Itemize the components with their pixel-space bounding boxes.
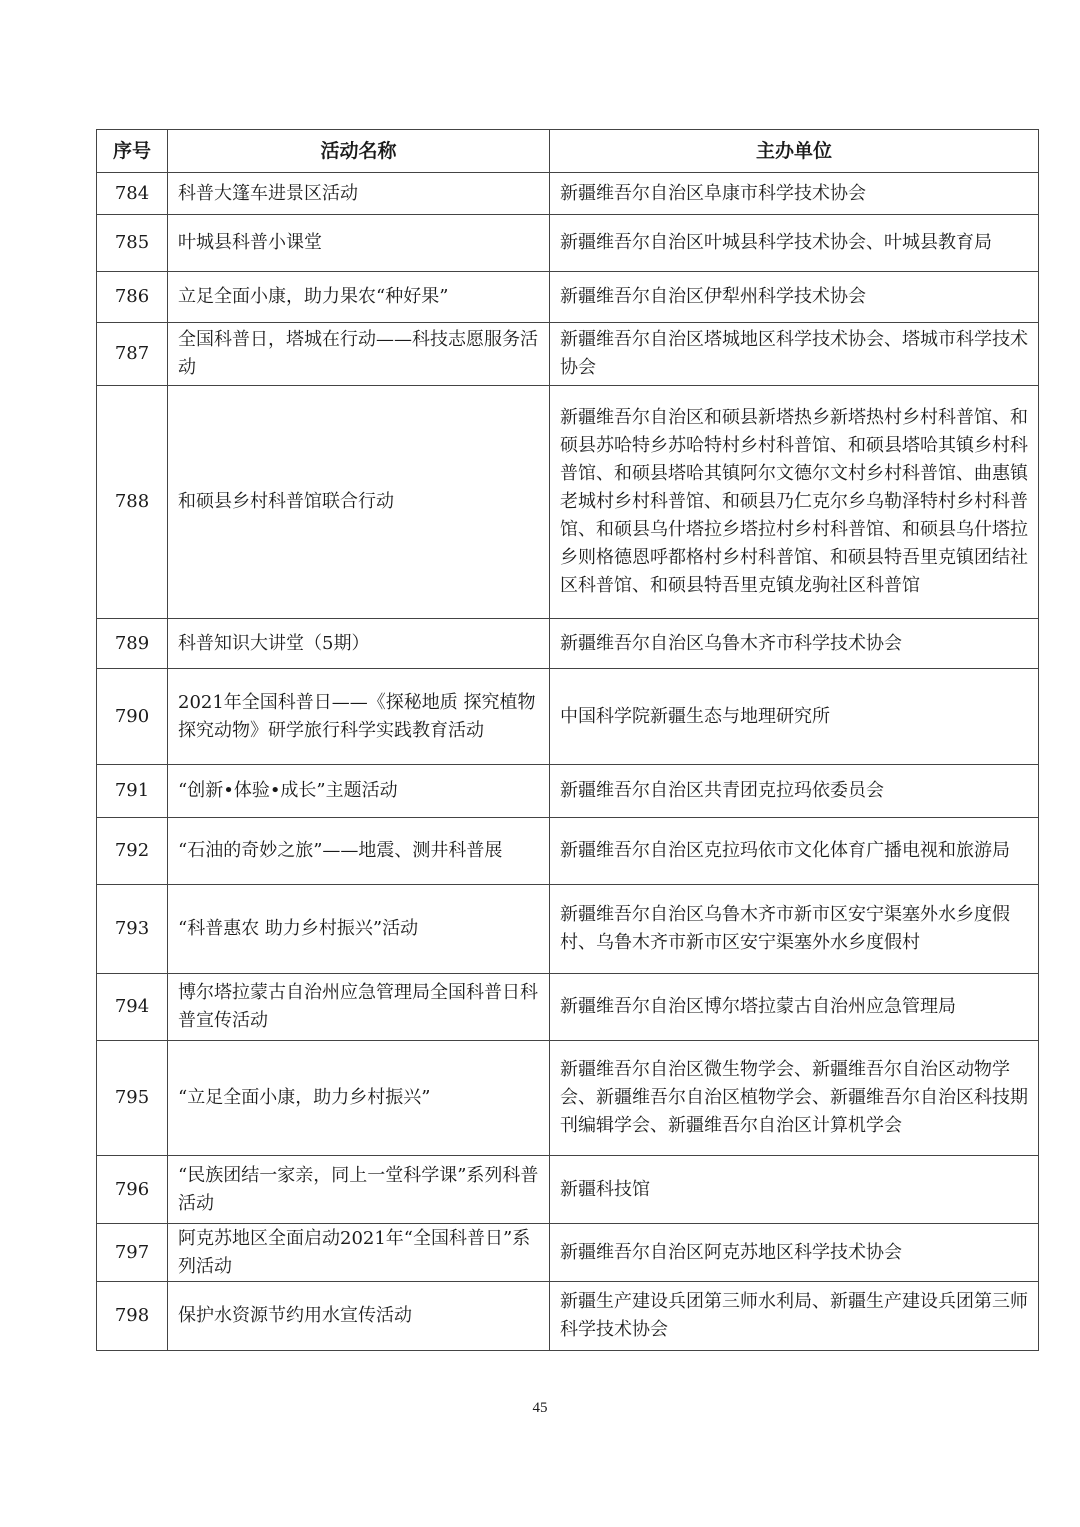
table-row [97,619,1039,669]
table-row [97,669,1039,765]
serial-number-cell: 797 [97,1224,168,1282]
organizer-cell: 新疆生产建设兵团第三师水利局、新疆生产建设兵团第三师科学技术协会 [550,1282,1039,1351]
activity-name-cell: 科普大篷车进景区活动 [168,173,550,215]
organizer-cell: 新疆维吾尔自治区共青团克拉玛依委员会 [550,765,1039,818]
table-row [97,1156,1039,1224]
table-row [97,272,1039,323]
activity-name-cell: 2021年全国科普日——《探秘地质 探究植物 探究动物》研学旅行科学实践教育活动 [168,669,550,765]
serial-number-cell: 794 [97,974,168,1041]
activity-name-cell: 阿克苏地区全面启动2021年“全国科普日”系列活动 [168,1224,550,1282]
organizer-cell: 新疆维吾尔自治区乌鲁木齐市新市区安宁渠塞外水乡度假村、乌鲁木齐市新市区安宁渠塞外水乡度假村 [550,885,1039,974]
serial-number-cell: 792 [97,818,168,885]
table-row [97,885,1039,974]
serial-number-cell: 798 [97,1282,168,1351]
serial-number-cell: 795 [97,1041,168,1156]
organizer-cell: 新疆维吾尔自治区微生物学会、新疆维吾尔自治区动物学会、新疆维吾尔自治区植物学会、新疆维吾尔自治区科技期刊编辑学会、新疆维吾尔自治区计算机学会 [550,1041,1039,1156]
activity-name-cell: 全国科普日，塔城在行动——科技志愿服务活动 [168,323,550,386]
organizer-cell: 新疆维吾尔自治区乌鲁木齐市科学技术协会 [550,619,1039,669]
organizer-cell: 新疆维吾尔自治区克拉玛依市文化体育广播电视和旅游局 [550,818,1039,885]
header-serial-number: 序号 [97,130,168,173]
activity-name-cell: 保护水资源节约用水宣传活动 [168,1282,550,1351]
organizer-cell: 新疆维吾尔自治区阜康市科学技术协会 [550,173,1039,215]
activity-name-cell: 科普知识大讲堂（5期） [168,619,550,669]
table-row [97,1224,1039,1282]
serial-number-cell: 784 [97,173,168,215]
table-row [97,386,1039,619]
header-organizer: 主办单位 [550,130,1039,173]
table-row [97,1282,1039,1351]
serial-number-cell: 791 [97,765,168,818]
organizer-cell: 新疆维吾尔自治区塔城地区科学技术协会、塔城市科学技术协会 [550,323,1039,386]
table-row [97,215,1039,272]
organizer-cell: 新疆维吾尔自治区博尔塔拉蒙古自治州应急管理局 [550,974,1039,1041]
table-row [97,323,1039,386]
organizer-cell: 新疆维吾尔自治区叶城县科学技术协会、叶城县教育局 [550,215,1039,272]
serial-number-cell: 786 [97,272,168,323]
activity-name-cell: “石油的奇妙之旅”——地震、测井科普展 [168,818,550,885]
activity-table [96,129,1039,1351]
page-number: 45 [532,1400,548,1416]
activity-name-cell: “立足全面小康，助力乡村振兴” [168,1041,550,1156]
activity-name-cell: “科普惠农 助力乡村振兴”活动 [168,885,550,974]
activity-name-cell: “创新•体验•成长”主题活动 [168,765,550,818]
organizer-cell: 新疆科技馆 [550,1156,1039,1224]
activity-name-cell: 和硕县乡村科普馆联合行动 [168,386,550,619]
table-row [97,1041,1039,1156]
organizer-cell: 新疆维吾尔自治区和硕县新塔热乡新塔热村乡村科普馆、和硕县苏哈特乡苏哈特村乡村科普馆、和硕县塔哈其镇乡村科普馆、和硕县塔哈其镇阿尔文德尔文村乡村科普馆、曲惠镇老城村乡村科普馆、和硕县乃仁克尔乡乌勒泽特村乡村科普馆、和硕县乌什塔拉乡塔拉村乡村科普馆、和硕县乌什塔拉乡则格德恩呼都格村乡村科普馆、和硕县特吾里克镇团结社区科普馆、和硕县特吾里克镇龙驹社区科普馆 [550,386,1039,619]
table-row [97,765,1039,818]
table-row [97,974,1039,1041]
serial-number-cell: 793 [97,885,168,974]
activity-name-cell: 叶城县科普小课堂 [168,215,550,272]
activity-name-cell: 立足全面小康，助力果农“种好果” [168,272,550,323]
table-row [97,173,1039,215]
serial-number-cell: 790 [97,669,168,765]
serial-number-cell: 789 [97,619,168,669]
table-row [97,818,1039,885]
organizer-cell: 新疆维吾尔自治区伊犁州科学技术协会 [550,272,1039,323]
serial-number-cell: 787 [97,323,168,386]
organizer-cell: 新疆维吾尔自治区阿克苏地区科学技术协会 [550,1224,1039,1282]
serial-number-cell: 788 [97,386,168,619]
activity-name-cell: “民族团结一家亲，同上一堂科学课”系列科普活动 [168,1156,550,1224]
serial-number-cell: 785 [97,215,168,272]
organizer-cell: 中国科学院新疆生态与地理研究所 [550,669,1039,765]
activity-name-cell: 博尔塔拉蒙古自治州应急管理局全国科普日科普宣传活动 [168,974,550,1041]
table-header-row [97,130,1039,173]
serial-number-cell: 796 [97,1156,168,1224]
header-activity-name: 活动名称 [168,130,550,173]
